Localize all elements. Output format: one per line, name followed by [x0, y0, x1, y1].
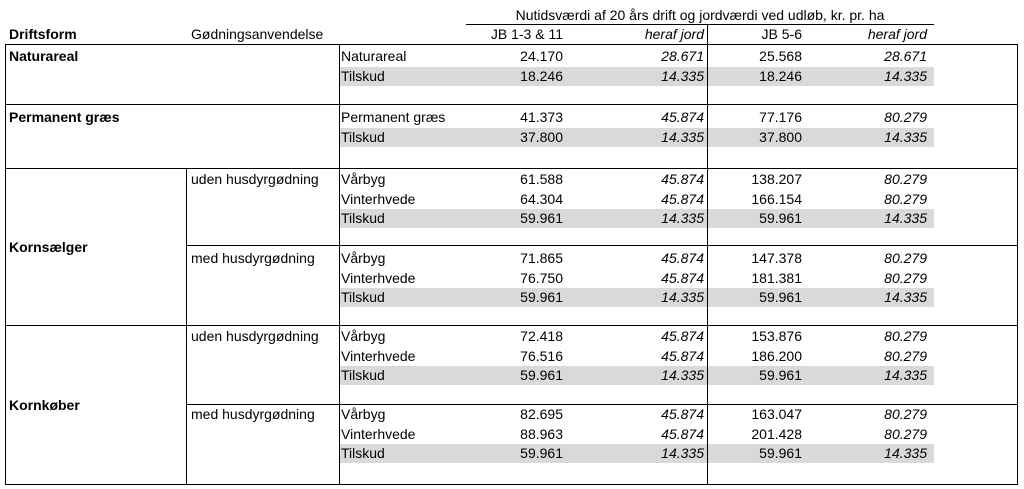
cell-heraf1: 14.335: [661, 289, 704, 305]
cell-jb5: 163.047: [751, 406, 802, 422]
cell-heraf1: 45.874: [661, 270, 704, 286]
cell-jb1: 41.373: [520, 109, 563, 125]
cell-label: Vårbyg: [341, 250, 386, 266]
cell-jb5: 153.876: [751, 328, 802, 344]
header-column-border: [707, 25, 708, 44]
column-border: [1017, 44, 1018, 484]
group-bottom-border: [5, 104, 1018, 105]
cell-heraf2: 80.279: [884, 328, 927, 344]
cell-jb5: 59.961: [759, 445, 802, 461]
cell-label: Tilskud: [341, 445, 385, 461]
cell-heraf2: 14.335: [884, 210, 927, 226]
column-border: [186, 168, 187, 484]
cell-heraf2: 80.279: [884, 270, 927, 286]
cell-heraf1: 45.874: [661, 109, 704, 125]
driftsform-label: Permanent græs: [9, 109, 120, 125]
cell-heraf2: 80.279: [884, 348, 927, 364]
cell-heraf2: 14.335: [884, 445, 927, 461]
cell-label: Vårbyg: [341, 171, 386, 187]
cell-heraf2: 28.671: [884, 48, 927, 64]
title-underline: [466, 24, 934, 25]
header-driftsform: Driftsform: [9, 26, 77, 42]
cell-label: Vinterhvede: [341, 348, 416, 364]
cell-heraf2: 80.279: [884, 250, 927, 266]
cell-heraf1: 14.335: [661, 445, 704, 461]
cell-label: Vinterhvede: [341, 270, 416, 286]
cell-label: Tilskud: [341, 289, 385, 305]
cell-label: Vårbyg: [341, 328, 386, 344]
cell-jb1: 18.246: [520, 68, 563, 84]
cell-label: Vinterhvede: [341, 191, 416, 207]
cell-heraf1: 14.335: [661, 129, 704, 145]
cell-heraf2: 80.279: [884, 191, 927, 207]
cell-jb1: 88.963: [520, 426, 563, 442]
subgroup-divider: [186, 245, 1018, 246]
cell-label: Tilskud: [341, 210, 385, 226]
cell-label: Vårbyg: [341, 406, 386, 422]
cell-heraf1: 45.874: [661, 348, 704, 364]
cell-jb1: 76.750: [520, 270, 563, 286]
cell-jb1: 59.961: [520, 445, 563, 461]
cell-jb5: 37.800: [759, 129, 802, 145]
header-heraf-jord-2: heraf jord: [867, 26, 927, 42]
cell-jb1: 24.170: [520, 48, 563, 64]
group-bottom-border: [5, 325, 1018, 326]
cell-jb5: 59.961: [759, 210, 802, 226]
cell-jb5: 18.246: [759, 68, 802, 84]
column-border: [707, 44, 708, 484]
cell-heraf1: 45.874: [661, 250, 704, 266]
godning-label: uden husdyrgødning: [191, 328, 319, 344]
driftsform-label: Naturareal: [9, 48, 79, 64]
column-border: [339, 44, 340, 484]
cell-heraf2: 14.335: [884, 68, 927, 84]
driftsform-label: Kornkøber: [9, 397, 80, 413]
cell-label: Tilskud: [341, 129, 385, 145]
cell-jb1: 59.961: [520, 289, 563, 305]
cell-heraf2: 80.279: [884, 426, 927, 442]
cell-jb1: 59.961: [520, 210, 563, 226]
godning-label: med husdyrgødning: [191, 250, 315, 266]
godning-label: uden husdyrgødning: [191, 171, 319, 187]
cell-jb1: 61.588: [520, 171, 563, 187]
cell-heraf2: 14.335: [884, 367, 927, 383]
cell-label: Naturareal: [341, 48, 407, 64]
cell-heraf2: 80.279: [884, 171, 927, 187]
subgroup-divider: [186, 404, 1018, 405]
header-bottom-border: [5, 44, 1018, 45]
header-jb5: JB 5-6: [761, 26, 802, 42]
table-title: Nutidsværdi af 20 års drift og jordværdi ved udløb, kr. pr. ha: [515, 7, 885, 23]
column-border: [5, 44, 6, 484]
group-bottom-border: [5, 168, 1018, 169]
cell-label: Tilskud: [341, 68, 385, 84]
group-bottom-border: [5, 484, 1018, 485]
cell-jb5: 59.961: [759, 289, 802, 305]
cell-jb5: 186.200: [751, 348, 802, 364]
cell-jb1: 76.516: [520, 348, 563, 364]
cell-heraf1: 14.335: [661, 210, 704, 226]
cell-heraf2: 14.335: [884, 129, 927, 145]
cell-heraf2: 80.279: [884, 109, 927, 125]
cell-heraf1: 45.874: [661, 191, 704, 207]
cell-jb5: 138.207: [751, 171, 802, 187]
cell-heraf1: 14.335: [661, 68, 704, 84]
cell-jb1: 64.304: [520, 191, 563, 207]
cell-jb1: 72.418: [520, 328, 563, 344]
header-godning: Gødningsanvendelse: [191, 26, 324, 42]
cell-label: Permanent græs: [341, 109, 446, 125]
cell-heraf1: 45.874: [661, 406, 704, 422]
cell-jb5: 166.154: [751, 191, 802, 207]
cell-heraf1: 28.671: [661, 48, 704, 64]
cell-heraf1: 45.874: [661, 426, 704, 442]
cell-jb5: 25.568: [759, 48, 802, 64]
cell-heraf2: 14.335: [884, 289, 927, 305]
cell-heraf1: 45.874: [661, 328, 704, 344]
cell-heraf1: 14.335: [661, 367, 704, 383]
cell-jb1: 59.961: [520, 367, 563, 383]
cell-label: Tilskud: [341, 367, 385, 383]
cell-jb1: 37.800: [520, 129, 563, 145]
cell-heraf2: 80.279: [884, 406, 927, 422]
cell-heraf1: 45.874: [661, 171, 704, 187]
cell-jb1: 71.865: [520, 250, 563, 266]
driftsform-label: Kornsælger: [9, 239, 88, 255]
cell-jb5: 201.428: [751, 426, 802, 442]
header-heraf-jord-1: heraf jord: [644, 26, 704, 42]
godning-label: med husdyrgødning: [191, 406, 315, 422]
cell-label: Vinterhvede: [341, 426, 416, 442]
header-jb1: JB 1-3 & 11: [490, 26, 563, 42]
cell-jb5: 59.961: [759, 367, 802, 383]
cell-jb5: 181.381: [751, 270, 802, 286]
cell-jb1: 82.695: [520, 406, 563, 422]
cell-jb5: 147.378: [751, 250, 802, 266]
cell-jb5: 77.176: [759, 109, 802, 125]
